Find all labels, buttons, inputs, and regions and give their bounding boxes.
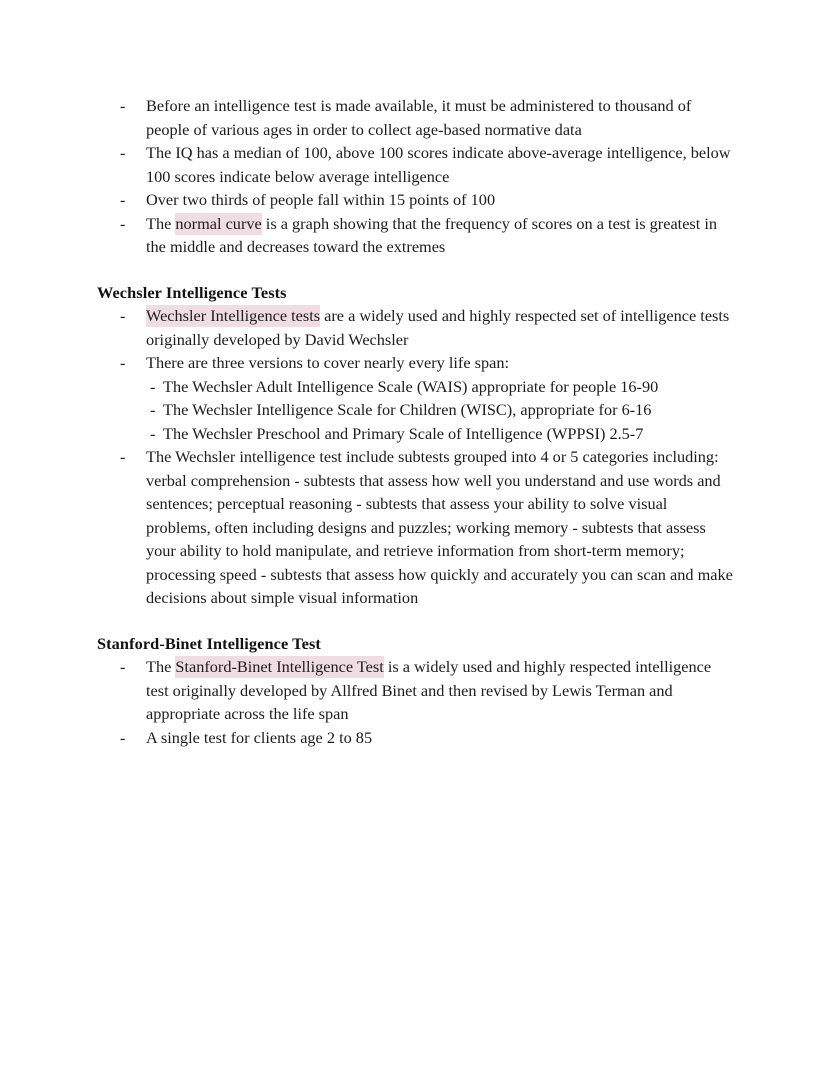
- bullet-text: [163, 424, 643, 443]
- bullet-dash-icon: -: [120, 190, 126, 209]
- bullet-list: [97, 304, 733, 375]
- bullet-dash-icon: -: [120, 447, 126, 466]
- text-run: The Wechsler Adult Intelligence Scale (WAIS) appropriate for people 16-90: [163, 376, 659, 396]
- bullet-text: [146, 190, 495, 209]
- highlighted-term: Wechsler Intelligence tests: [146, 306, 321, 325]
- text-run: are a widely used and highly respected set of intelligence tests originally developed by David Wechsler: [146, 306, 730, 349]
- document-body: [97, 94, 733, 749]
- bullet-text: [146, 447, 733, 607]
- bullet-list: [97, 445, 733, 610]
- bullet-item: [97, 726, 733, 750]
- bullet-dash-icon: -: [150, 400, 156, 419]
- sub-bullet-item: [97, 375, 733, 399]
- section-heading: Stanford-Binet Intelligence Test: [97, 633, 321, 653]
- bullet-item: [97, 188, 733, 212]
- bullet-dash-icon: -: [120, 213, 126, 233]
- bullet-text: [146, 353, 509, 372]
- bullet-text: [146, 728, 372, 747]
- bullet-dash-icon: -: [120, 657, 126, 676]
- text-run: The: [146, 657, 176, 676]
- bullet-text: [146, 143, 731, 186]
- bullet-text: [146, 305, 729, 349]
- bullet-item: [97, 141, 733, 188]
- bullet-dash-icon: -: [120, 727, 126, 747]
- text-run: The Wechsler Intelligence Scale for Children (WISC), appropriate for 6-16: [163, 400, 652, 419]
- bullet-item: [97, 304, 733, 351]
- bullet-text: [146, 656, 711, 723]
- bullet-text: [163, 377, 658, 396]
- bullet-dash-icon: -: [150, 376, 156, 396]
- text-run: The Wechsler intelligence test include subtests grouped into 4 or 5 categories including: verbal comprehension - subtests that assess how well you understand and use words and sentences; perceptual reasoning - subtests that assess your ability to solve visual problems, often including designs and puzzles; working memory - subtests that assess your ability to hold manipulate, and retrieve information from short-term memory; processing speed - subtests that assess how quickly and accurately you can scan and make decisions about simple visual information: [146, 447, 733, 607]
- bullet-item: [97, 94, 733, 141]
- bullet-dash-icon: -: [120, 353, 126, 372]
- bullet-dash-icon: -: [120, 306, 126, 325]
- text-run: The Wechsler Preschool and Primary Scale of Intelligence (WPPSI) 2.5-7: [163, 423, 644, 443]
- sub-bullet-item: [97, 422, 733, 446]
- bullet-item: [97, 655, 733, 726]
- bullet-item: [97, 212, 733, 259]
- bullet-text: [163, 400, 651, 419]
- bullet-list: [97, 655, 733, 749]
- text-run: The IQ has a median of 100, above 100 scores indicate above-average intelligence, below 100 scores indicate below average intelligence: [146, 143, 731, 186]
- text-run: There are three versions to cover nearly every life span:: [146, 353, 509, 372]
- bullet-dash-icon: -: [150, 423, 156, 443]
- text-run: Over two thirds of people fall within 15 points of 100: [146, 190, 496, 209]
- sub-bullet-list: [97, 375, 733, 446]
- highlighted-term: Stanford-Binet Intelligence Test: [175, 657, 384, 676]
- highlighted-term: normal curve: [175, 213, 262, 233]
- bullet-item: [97, 351, 733, 375]
- bullet-dash-icon: -: [120, 96, 126, 115]
- bullet-text: [146, 213, 717, 257]
- sub-bullet-item: [97, 398, 733, 422]
- bullet-list: [97, 94, 733, 259]
- text-run: The: [146, 213, 176, 233]
- text-run: Before an intelligence test is made available, it must be administered to thousand of people of various ages in order to collect age-based normative data: [146, 96, 692, 139]
- bullet-text: [146, 96, 691, 139]
- text-run: A single test for clients age 2 to 85: [146, 727, 373, 747]
- text-run: is a graph showing that the frequency of scores on a test is greatest in the middle and decreases toward the extremes: [146, 213, 718, 256]
- text-run: is a widely used and highly respected intelligence test originally developed by Allfred Binet and then revised by Lewis Terman and appropriate across the life span: [146, 657, 712, 723]
- section-heading: Wechsler Intelligence Tests: [97, 282, 287, 302]
- bullet-dash-icon: -: [120, 143, 126, 162]
- bullet-item: [97, 445, 733, 610]
